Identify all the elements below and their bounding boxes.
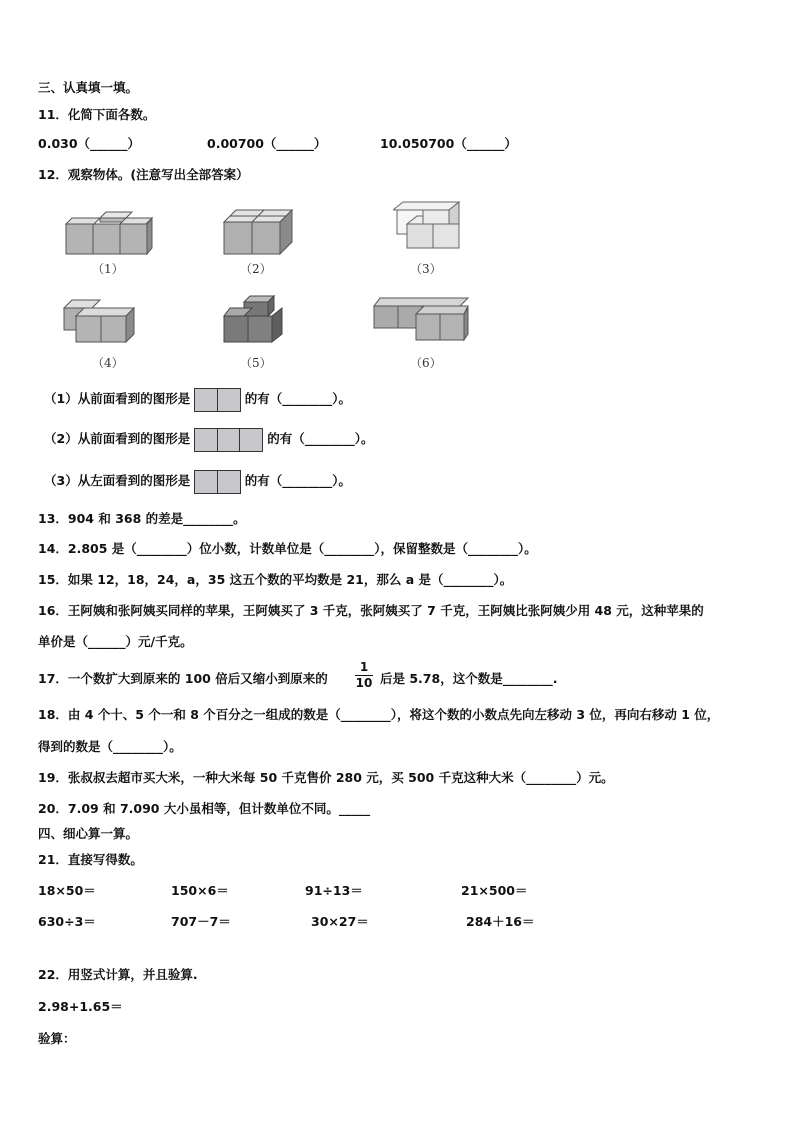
fraction-denominator: 10 — [355, 676, 373, 690]
q11-stem: 11．化简下面各数。 — [38, 107, 156, 122]
q21-r2-c3: 30×27＝ — [311, 914, 369, 929]
q11-item-b: 0.00700（______） — [207, 136, 327, 151]
fraction-numerator: 1 — [359, 660, 369, 674]
q22-stem: 22．用竖式计算，并且验算. — [38, 967, 198, 982]
section-4-title: 四、细心算一算。 — [38, 826, 139, 841]
figure-caption-6: （6） — [410, 356, 442, 370]
q21-stem: 21．直接写得数。 — [38, 852, 143, 867]
q12-sub-1-pre: （1）从前面看到的图形是 — [44, 391, 191, 406]
q17-post: 后是 5.78，这个数是________. — [380, 671, 558, 686]
cube-figure-4 — [60, 298, 140, 346]
q12-sub-3-post: 的有（________）。 — [244, 473, 351, 488]
section-3-title: 三、认真填一填。 — [38, 80, 139, 95]
q21-r1-c1: 18×50＝ — [38, 883, 96, 898]
q11-item-c: 10.050700（______） — [380, 136, 517, 151]
q22-expression: 2.98+1.65＝ — [38, 999, 123, 1014]
three-square-view-icon — [194, 427, 263, 453]
q21-r2-c2: 707－7＝ — [171, 914, 231, 929]
q12-sub-3 — [44, 468, 351, 495]
cube-figure-6 — [372, 296, 472, 346]
q17-pre: 17．一个数扩大到原来的 100 倍后又缩小到原来的 — [38, 671, 328, 686]
q19: 19．张叔叔去超市买大米，一种大米每 50 千克售价 280 元，买 500 千克这种大米（________）元。 — [38, 770, 614, 785]
figure-caption-4: （4） — [92, 356, 124, 370]
q13: 13．904 和 368 的差是________。 — [38, 511, 246, 526]
figure-caption-3: （3） — [410, 262, 442, 276]
q12-sub-2-post: 的有（________）。 — [267, 431, 374, 446]
q12-sub-3-pre: （3）从左面看到的图形是 — [44, 473, 191, 488]
figure-caption-1: （1） — [92, 262, 124, 276]
q21-r1-c2: 150×6＝ — [171, 883, 229, 898]
q15: 15．如果 12，18，24，a，35 这五个数的平均数是 21，那么 a 是（________）。 — [38, 572, 513, 587]
q12-sub-1-post: 的有（________）。 — [244, 391, 351, 406]
q18-line-2: 得到的数是（________）。 — [38, 739, 182, 754]
q17-fraction — [355, 661, 373, 690]
q12-stem: 12．观察物体。(注意写出全部答案） — [38, 167, 249, 182]
q11-item-a: 0.030（______） — [38, 136, 141, 151]
cube-figure-2 — [220, 208, 310, 258]
q12-sub-2-pre: （2）从前面看到的图形是 — [44, 431, 191, 446]
q21-r2-c4: 284＋16＝ — [466, 914, 535, 929]
q21-r1-c4: 21×500＝ — [461, 883, 528, 898]
cube-figure-1 — [60, 210, 160, 258]
two-square-view-icon — [194, 469, 241, 495]
q22-check-label: 验算： — [38, 1031, 76, 1046]
figure-caption-2: （2） — [240, 262, 272, 276]
q12-sub-2 — [44, 426, 373, 453]
q14: 14．2.805 是（________）位小数，计数单位是（________），保留整数是（________）。 — [38, 541, 537, 556]
q16-line-2: 单价是（______）元/千克。 — [38, 634, 193, 649]
cube-figure-3 — [393, 198, 473, 258]
q12-sub-1 — [44, 386, 351, 413]
figure-caption-5: （5） — [240, 356, 272, 370]
two-square-view-icon — [194, 387, 241, 413]
cube-figure-5 — [222, 294, 292, 349]
q18-line-1: 18．由 4 个十、5 个一和 8 个百分之一组成的数是（________），将这个数的小数点先向左移动 3 位，再向右移动 1 位， — [38, 707, 720, 722]
q20: 20．7.09 和 7.090 大小虽相等，但计数单位不同。_____ — [38, 801, 371, 816]
q21-r2-c1: 630÷3＝ — [38, 914, 96, 929]
q21-r1-c3: 91÷13＝ — [305, 883, 363, 898]
q16-line-1: 16．王阿姨和张阿姨买同样的苹果，王阿姨买了 3 千克，张阿姨买了 7 千克，王阿姨比张阿姨少用 48 元，这种苹果的 — [38, 603, 704, 618]
